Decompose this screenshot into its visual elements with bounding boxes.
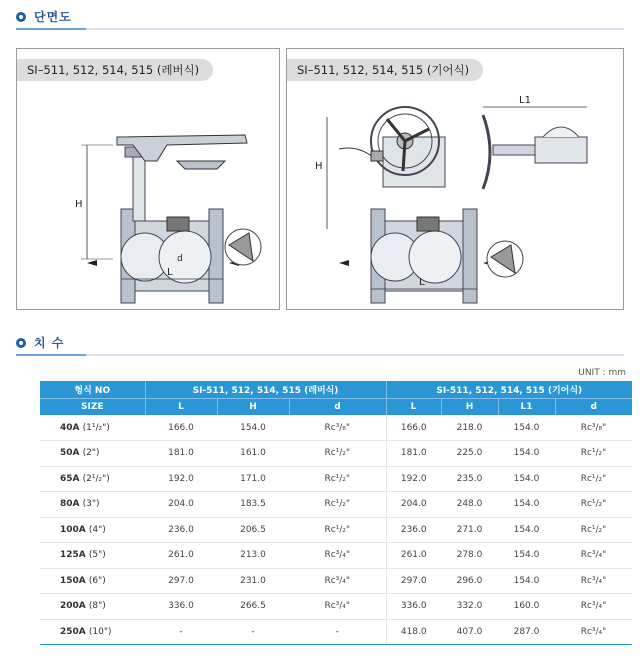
table-row	[40, 568, 632, 594]
col-header: H	[217, 398, 289, 415]
dim-l-label: L	[419, 277, 425, 288]
lever-value-cell: 171.0	[217, 466, 289, 492]
lever-figure-label: SI–511, 512, 514, 515 (레버식)	[17, 59, 213, 81]
table-row	[40, 517, 632, 543]
lever-value-cell: 192.0	[145, 466, 217, 492]
gear-value-cell: 154.0	[498, 466, 555, 492]
gear-value-cell: 181.0	[386, 441, 441, 467]
table-row	[40, 415, 632, 441]
lever-value-cell: 213.0	[217, 543, 289, 569]
gear-value-cell: 296.0	[441, 568, 498, 594]
section-title: 단면도	[34, 10, 72, 24]
lever-value-cell: 204.0	[145, 492, 217, 518]
gear-value-cell: 192.0	[386, 466, 441, 492]
gear-value-cell: Rc¹/₂"	[555, 441, 632, 467]
table-row	[40, 543, 632, 569]
unit-label: UNIT : mm	[578, 368, 626, 378]
header-lever: SI-511, 512, 514, 515 (레버식)	[145, 381, 386, 398]
gear-value-cell: 218.0	[441, 415, 498, 441]
col-header: H	[441, 398, 498, 415]
gear-value-cell: Rc¹/₂"	[555, 466, 632, 492]
gear-value-cell: Rc³/₄"	[555, 619, 632, 645]
gear-value-cell: 332.0	[441, 594, 498, 620]
gear-value-cell: 336.0	[386, 594, 441, 620]
gear-value-cell: 154.0	[498, 441, 555, 467]
lever-value-cell: Rc³/₄"	[289, 594, 386, 620]
table-row	[40, 492, 632, 518]
col-header: L	[145, 398, 217, 415]
lever-value-cell: 261.0	[145, 543, 217, 569]
lever-value-cell: 336.0	[145, 594, 217, 620]
gear-value-cell: 154.0	[498, 543, 555, 569]
section-divider	[16, 354, 624, 356]
gear-value-cell: 154.0	[498, 517, 555, 543]
lever-value-cell: 231.0	[217, 568, 289, 594]
dim-d-label: d	[177, 254, 183, 264]
gear-value-cell: Rc¹/₂"	[555, 492, 632, 518]
gear-figure-label: SI–511, 512, 514, 515 (기어식)	[287, 59, 483, 81]
dim-h-label: H	[75, 199, 83, 210]
gear-value-cell: 154.0	[498, 568, 555, 594]
gear-value-cell: 154.0	[498, 415, 555, 441]
size-cell: 50A (2")	[40, 441, 145, 467]
lever-value-cell: 206.5	[217, 517, 289, 543]
lever-value-cell: 297.0	[145, 568, 217, 594]
lever-valve-drawing	[17, 49, 280, 310]
header-size: SIZE	[40, 398, 145, 415]
lever-value-cell: Rc¹/₂"	[289, 517, 386, 543]
lever-value-cell: Rc³/₄"	[289, 543, 386, 569]
size-cell: 250A (10")	[40, 619, 145, 645]
lever-value-cell: Rc³/₈"	[289, 415, 386, 441]
gear-value-cell: Rc¹/₂"	[555, 517, 632, 543]
section-heading-dimensions	[16, 334, 64, 351]
lever-value-cell: -	[217, 619, 289, 645]
gear-value-cell: Rc³/₄"	[555, 543, 632, 569]
bullet-icon	[16, 12, 26, 22]
gear-value-cell: 271.0	[441, 517, 498, 543]
col-header: d	[555, 398, 632, 415]
table-row	[40, 594, 632, 620]
table-row	[40, 441, 632, 467]
gear-value-cell: Rc³/₄"	[555, 568, 632, 594]
gear-type-figure	[286, 48, 624, 310]
lever-value-cell: 161.0	[217, 441, 289, 467]
gear-value-cell: 418.0	[386, 619, 441, 645]
size-cell: 40A (1¹/₂")	[40, 415, 145, 441]
lever-value-cell: Rc¹/₂"	[289, 441, 386, 467]
gear-value-cell: Rc³/₄"	[555, 594, 632, 620]
dim-l1-label: L1	[519, 95, 531, 106]
lever-value-cell: -	[289, 619, 386, 645]
col-header: L	[386, 398, 441, 415]
gear-value-cell: 278.0	[441, 543, 498, 569]
dim-l-label: L	[167, 267, 173, 278]
section-title: 치 수	[34, 336, 65, 350]
dim-h-label: H	[315, 161, 323, 172]
lever-value-cell: 236.0	[145, 517, 217, 543]
gear-value-cell: 225.0	[441, 441, 498, 467]
gear-value-cell: 154.0	[498, 492, 555, 518]
lever-value-cell: Rc¹/₂"	[289, 492, 386, 518]
lever-type-figure	[16, 48, 280, 310]
table-row	[40, 619, 632, 645]
gear-value-cell: 166.0	[386, 415, 441, 441]
gear-value-cell: 261.0	[386, 543, 441, 569]
section-divider	[16, 28, 624, 30]
bullet-icon	[16, 338, 26, 348]
lever-value-cell: Rc³/₄"	[289, 568, 386, 594]
gear-value-cell: 236.0	[386, 517, 441, 543]
section-heading-section-view	[16, 8, 72, 25]
header-type: 형식 NO	[40, 381, 145, 398]
size-cell: 200A (8")	[40, 594, 145, 620]
table-row	[40, 466, 632, 492]
gear-value-cell: 287.0	[498, 619, 555, 645]
dimension-table	[40, 381, 632, 645]
col-header: L1	[498, 398, 555, 415]
gear-value-cell: 235.0	[441, 466, 498, 492]
size-cell: 125A (5")	[40, 543, 145, 569]
gear-valve-drawing	[287, 49, 624, 310]
lever-value-cell: 181.0	[145, 441, 217, 467]
header-gear: SI-511, 512, 514, 515 (기어식)	[386, 381, 632, 398]
gear-value-cell: 407.0	[441, 619, 498, 645]
lever-value-cell: 166.0	[145, 415, 217, 441]
lever-value-cell: 154.0	[217, 415, 289, 441]
col-header: d	[289, 398, 386, 415]
gear-value-cell: 160.0	[498, 594, 555, 620]
size-cell: 65A (2¹/₂")	[40, 466, 145, 492]
gear-value-cell: Rc³/₈"	[555, 415, 632, 441]
lever-value-cell: 266.5	[217, 594, 289, 620]
lever-value-cell: Rc¹/₂"	[289, 466, 386, 492]
lever-value-cell: -	[145, 619, 217, 645]
size-cell: 100A (4")	[40, 517, 145, 543]
gear-value-cell: 204.0	[386, 492, 441, 518]
lever-value-cell: 183.5	[217, 492, 289, 518]
size-cell: 80A (3")	[40, 492, 145, 518]
size-cell: 150A (6")	[40, 568, 145, 594]
gear-value-cell: 297.0	[386, 568, 441, 594]
gear-value-cell: 248.0	[441, 492, 498, 518]
